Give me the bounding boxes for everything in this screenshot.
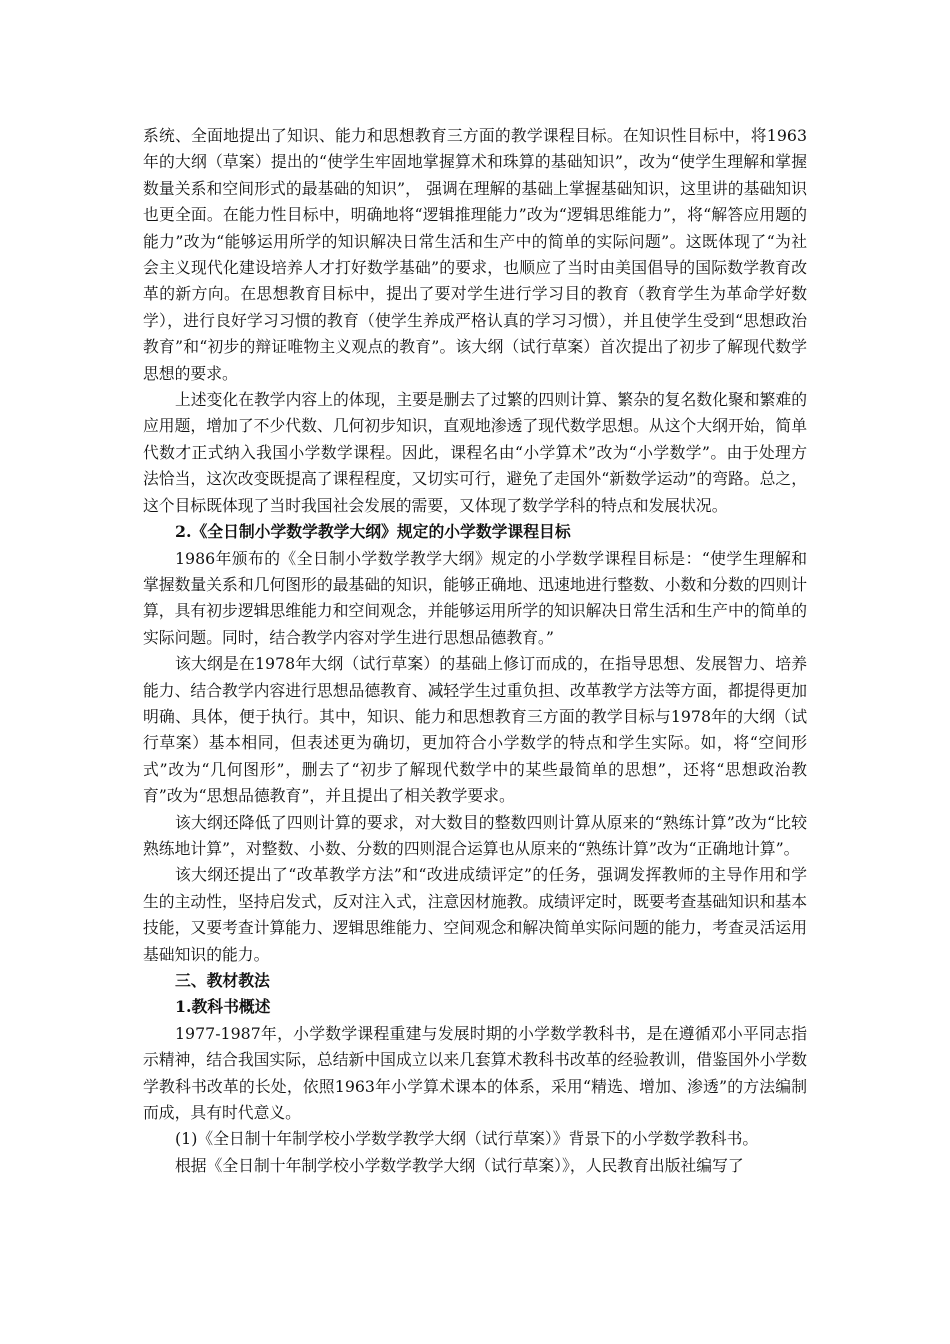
body-paragraph-7: 1977-1987年，小学数学课程重建与发展时期的小学数学教科书，是在遵循邓小平同志指示精神，结合我国实际，总结新中国成立以来几套算术教科书改革的经验教训，借鉴国外小学数学教科书改革的长处，依照1963年小学算术课本的体系，采用“精选、增加、渗透”的方法编制而成，具有时代意义。 [143,1023,807,1123]
body-paragraph-6: 该大纲还提出了“改革教学方法”和“改进成绩评定”的任务，强调发挥教师的主导作用和学生的主动性，坚持启发式，反对注入式，注意因材施教。成绩评定时，既要考查基础知识和基本技能，又要考查计算能力、逻辑思维能力、空间观念和解决简单实际问题的能力，考查灵活运用基础知识的能力。 [143,865,807,964]
chapter-heading-3: 三、教材教法 [175,971,270,990]
section-heading-2: 2.《全日制小学数学教学大纲》规定的小学数学课程目标 [175,522,571,542]
body-paragraph-4: 该大纲是在1978年大纲（试行草案）的基础上修订而成的，在指导思想、发展智力、培养能力、结合教学内容进行思想品德教育、减轻学生过重负担、改革教学方法等方面，都提得更加明确、具体，便于执行。其中，知识、能力和思想教育三方面的教学目标与1978年的大纲（试行草案）基本相同，但表述更为确切，更加符合小学数学的特点和学生实际。如，将“空间形式”改为“几何图形”，删去了“初步了解现代数学中的某些最简单的思想”，还将“思想政治教育”改为“思想品德教育”，并且提出了相关教学要求。 [143,654,807,806]
body-paragraph-1: 系统、全面地提出了知识、能力和思想教育三方面的教学课程目标。在知识性目标中，将1963年的大纲（草案）提出的“使学生牢固地掌握算术和珠算的基础知识”，改为“使学生理解和掌握数量关系和空间形式的最基础的知识”， 强调在理解的基础上掌握基础知识，这里讲的基础知识也更全面。在能力性目标中，明确地将“逻辑推理能力”改为“逻辑思维能力”，将“解答应用题的能力”改为“能够运用所学的知识解决日常生活和生产中的简单的实际问题”。这既体现了“为社会主义现代化建设培养人才打好数学基础”的要求，也顺应了当时由美国倡导的国际数学教育改革的新方向。在思想教育目标中，提出了要对学生进行学习目的教育（教育学生为革命学好数学），进行良好学习习惯的教育（使学生养成严格认真的学习习惯），并且使学生受到“思想政治教育”和“初步的辩证唯物主义观点的教育”。该大纲（试行草案）首次提出了初步了解现代数学思想的要求。 [143,126,807,383]
body-paragraph-8: (1)《全日制十年制学校小学数学教学大纲（试行草案）》背景下的小学数学教科书。 [175,1129,759,1149]
section-heading-textbook-overview: 1.教科书概述 [175,997,271,1017]
body-paragraph-2: 上述变化在教学内容上的体现，主要是删去了过繁的四则计算、繁杂的复名数化聚和繁难的应用题，增加了不少代数、几何初步知识，直观地渗透了现代数学思想。从这个大纲开始，简单代数才正式纳入我国小学数学课程。因此，课程名由“小学算术”改为“小学数学”。由于处理方法恰当，这次改变既提高了课程程度，又切实可行，避免了走国外“新数学运动”的弯路。总之，这个目标既体现了当时我国社会发展的需要，又体现了数学学科的特点和发展状况。 [143,390,807,515]
body-paragraph-5: 该大纲还降低了四则计算的要求，对大数目的整数四则计算从原来的“熟练计算”改为“比较熟练地计算”，对整数、小数、分数的四则混合运算也从原来的“熟练计算”改为“正确地计算”。 [143,812,807,858]
document-body [143,123,807,1179]
body-paragraph-3: 1986年颁布的《全日制小学数学教学大纲》规定的小学数学课程目标是：“使学生理解和掌握数量关系和几何图形的最基础的知识，能够正确地、迅速地进行整数、小数和分数的四则计算，具有初步逻辑思维能力和空间观念，并能够运用所学的知识解决日常生活和生产中的简单的实际问题。同时，结合教学内容对学生进行思想品德教育。” [143,548,807,647]
body-paragraph-9: 根据《全日制十年制学校小学数学教学大纲（试行草案）》，人民教育出版社编写了 [175,1155,744,1175]
